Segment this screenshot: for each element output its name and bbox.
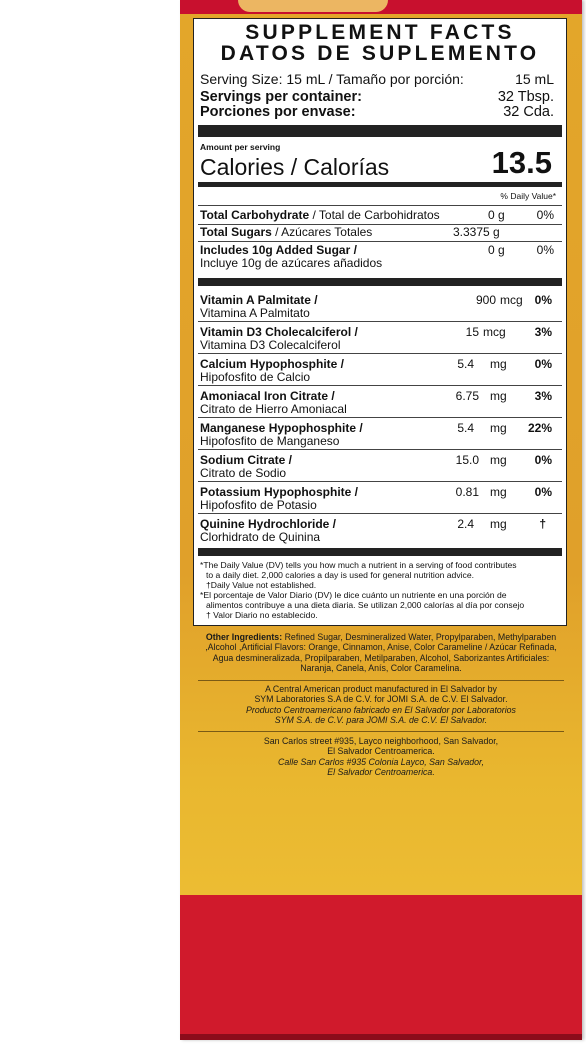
nutrient-unit: mg xyxy=(490,357,507,371)
other-ingredients-label: Other Ingredients: xyxy=(205,632,283,642)
nutrient-pct: 0% xyxy=(534,357,552,371)
daily-value-header: % Daily Value* xyxy=(500,191,556,201)
nutrient-unit: mcg xyxy=(500,293,523,307)
nutrient-amount: 5.4 xyxy=(457,421,474,435)
footnote-line: to a daily diet. 2,000 calories a day is used for general nutrition advice. xyxy=(206,570,474,580)
added-sugar-pct: 0% xyxy=(536,243,554,257)
nutrient-amount: 5.4 xyxy=(457,357,474,371)
serving-size-label: Serving Size: 15 mL / Tamaño por porción: xyxy=(200,71,464,87)
nutrient-unit: mg xyxy=(490,389,507,403)
logo-fragment xyxy=(238,0,388,12)
divider-line xyxy=(198,680,564,681)
added-sugar-amount: 0 g xyxy=(488,243,505,257)
nutrient-unit: mg xyxy=(490,485,507,499)
nutrient-name-es: Citrato de Sodio xyxy=(200,465,287,480)
nutrient-unit: mg xyxy=(490,517,507,531)
nutrient-amount: 15.0 xyxy=(455,453,479,467)
divider-thick xyxy=(198,278,562,286)
servings-per-container-label: Servings per container: xyxy=(200,89,362,105)
nutrient-unit: mg xyxy=(490,421,507,435)
nutrient-name-es: Vitamina A Palmitato xyxy=(200,305,310,320)
carb-row xyxy=(200,209,560,222)
calories-label: Calories / Calorías xyxy=(200,154,390,180)
added-sugar-name-es: Incluye 10g de azúcares añadidos xyxy=(200,256,383,270)
calories-value: 13.5 xyxy=(491,145,552,180)
divider-line xyxy=(198,731,564,732)
footnote-line: † Valor Diario no establecido. xyxy=(206,610,318,620)
porciones-label: Porciones por envase: xyxy=(200,104,356,120)
added-sugar-name: Includes 10g Added Sugar / xyxy=(200,243,357,257)
carb-amount: 0 g xyxy=(488,208,505,222)
porciones-row xyxy=(200,105,560,120)
nutrient-row xyxy=(200,326,560,351)
servings-per-container-row xyxy=(200,90,560,105)
nutrient-pct: 0% xyxy=(534,485,552,499)
nutrient-pct: 0% xyxy=(534,293,552,307)
nutrient-name: Vitamin D3 Cholecalciferol / xyxy=(200,325,358,339)
manufacturer-line-es: Producto Centroamericano fabricado en El Salvador por Laboratorios xyxy=(246,704,516,715)
manufacturer-line-es: SYM S.A. de C.V. para JOMI S.A. de C.V. El Salvador. xyxy=(274,715,488,726)
nutrient-pct: 3% xyxy=(534,325,552,339)
sugars-amount: 3.3375 g xyxy=(453,225,500,239)
address-line: San Carlos street #935, Layco neighborhood, San Salvador, xyxy=(263,736,499,746)
title-es: DATOS DE SUPLEMENTO xyxy=(220,42,540,65)
manufacturer-line: SYM Laboratories S.A de C.V. for JOMI S.A. de C.V. El Salvador. xyxy=(254,694,508,705)
sugars-name-es: / Azúcares Totales xyxy=(271,225,373,239)
footnote-line: †Daily Value not established. xyxy=(206,580,317,590)
nutrient-name-es: Hipofosfito de Manganeso xyxy=(200,433,340,448)
nutrient-row xyxy=(200,294,560,319)
carb-name-es: / Total de Carbohidratos xyxy=(309,208,440,222)
divider-line xyxy=(198,449,562,450)
nutrient-pct: † xyxy=(539,517,546,531)
nutrient-unit: mcg xyxy=(483,325,506,339)
nutrient-amount: 0.81 xyxy=(455,485,479,499)
divider-line xyxy=(198,353,562,354)
nutrient-name-es: Citrato de Hierro Amoniacal xyxy=(200,401,347,416)
footnotes xyxy=(200,560,560,620)
divider-line xyxy=(198,205,562,206)
divider-line xyxy=(198,321,562,322)
box-bottom-edge xyxy=(180,1034,582,1040)
carb-name: Total Carbohydrate xyxy=(200,208,310,222)
box-bottom-band xyxy=(180,895,582,1040)
serving-size-value: 15 mL xyxy=(515,71,554,87)
serving-size-row xyxy=(200,72,560,87)
address-line xyxy=(198,757,564,767)
title-en: SUPPLEMENT FACTS xyxy=(245,21,515,44)
nutrient-name-es: Hipofosfito de Calcio xyxy=(200,369,311,384)
nutrient-name: Calcium Hypophosphite / xyxy=(200,357,345,371)
nutrient-name: Sodium Citrate / xyxy=(200,453,293,467)
divider-thick xyxy=(198,548,562,556)
added-sugar-row xyxy=(200,244,560,270)
nutrient-amount: 2.4 xyxy=(457,517,474,531)
divider-line xyxy=(198,417,562,418)
divider-line xyxy=(198,513,562,514)
servings-per-container-value: 32 Tbsp. xyxy=(497,89,554,105)
nutrient-name: Vitamin A Palmitate / xyxy=(200,293,318,307)
manufacturer-info xyxy=(198,684,564,726)
address-info xyxy=(198,736,564,778)
nutrient-name-es: Hipofosfito de Potasio xyxy=(200,497,317,512)
nutrient-row xyxy=(200,486,560,511)
nutrient-row xyxy=(200,358,560,383)
address-line-es: El Salvador Centroamerica. xyxy=(327,767,435,778)
nutrient-amount: 900 xyxy=(475,293,496,307)
footnote-line: alimentos contribuye a una dieta diaria. Se utilizan 2,000 calorías al día por consejo xyxy=(206,600,525,610)
nutrient-row xyxy=(200,454,560,479)
nutrient-amount: 6.75 xyxy=(455,389,479,403)
divider-line xyxy=(198,481,562,482)
nutrient-amount: 15 xyxy=(465,325,479,339)
divider-line xyxy=(198,241,562,242)
nutrient-row xyxy=(200,518,560,543)
divider-medium xyxy=(198,182,562,187)
sugars-row xyxy=(200,226,560,239)
footnote-line: *The Daily Value (DV) tells you how much a nutrient in a serving of food contributes xyxy=(200,560,517,570)
manufacturer-line: A Central American product manufactured in El Salvador by xyxy=(265,684,497,694)
address-line xyxy=(198,767,564,777)
other-ingredients-text-es: Azúcar Refinada, Agua desmineralizada, Propilparaben, Metilparaben, Alcohol, Saborizantes Artificiales: Naranja, Canela, Anís, Color Caramelina. xyxy=(212,642,557,674)
nutrient-unit: mg xyxy=(490,453,507,467)
porciones-value: 32 Cda. xyxy=(503,104,554,120)
nutrient-name: Quinine Hydrochloride / xyxy=(200,517,337,531)
nutrient-pct: 3% xyxy=(534,389,552,403)
address-line: El Salvador Centroamerica. xyxy=(327,746,435,757)
nutrient-pct: 22% xyxy=(527,421,552,435)
address-line-es: Calle San Carlos #935 Colonia Layco, San Salvador, xyxy=(278,756,484,767)
supplement-facts-panel xyxy=(193,18,567,626)
footnote-line: *El porcentaje de Valor Diario (DV) le dice cuánto un nutriente en una porción de xyxy=(200,590,507,600)
nutrient-name: Manganese Hypophosphite / xyxy=(200,421,363,435)
nutrient-name: Potassium Hypophosphite / xyxy=(200,485,359,499)
manufacturer-line xyxy=(198,715,564,725)
amount-per-serving: Amount per serving xyxy=(200,142,281,152)
nutrient-row xyxy=(200,390,560,415)
nutrient-name-es: Vitamina D3 Colecalciferol xyxy=(200,337,341,352)
carb-pct: 0% xyxy=(536,208,554,222)
other-ingredients xyxy=(198,632,564,674)
sugars-name: Total Sugars xyxy=(200,225,272,239)
nutrient-name: Amoniacal Iron Citrate / xyxy=(200,389,335,403)
divider-line xyxy=(198,385,562,386)
other-ingredients-text: Refined Sugar, Desmineralized Water, Propylparaben, Methylparaben ,Alcohol ,Artificial Flavors: Orange, Cinnamon, Anise, Color Carameline / xyxy=(205,632,557,653)
nutrient-name-es: Clorhidrato de Quinina xyxy=(200,529,321,544)
divider-thick xyxy=(198,125,562,137)
manufacturer-line xyxy=(198,705,564,715)
nutrient-row xyxy=(200,422,560,447)
nutrient-pct: 0% xyxy=(534,453,552,467)
